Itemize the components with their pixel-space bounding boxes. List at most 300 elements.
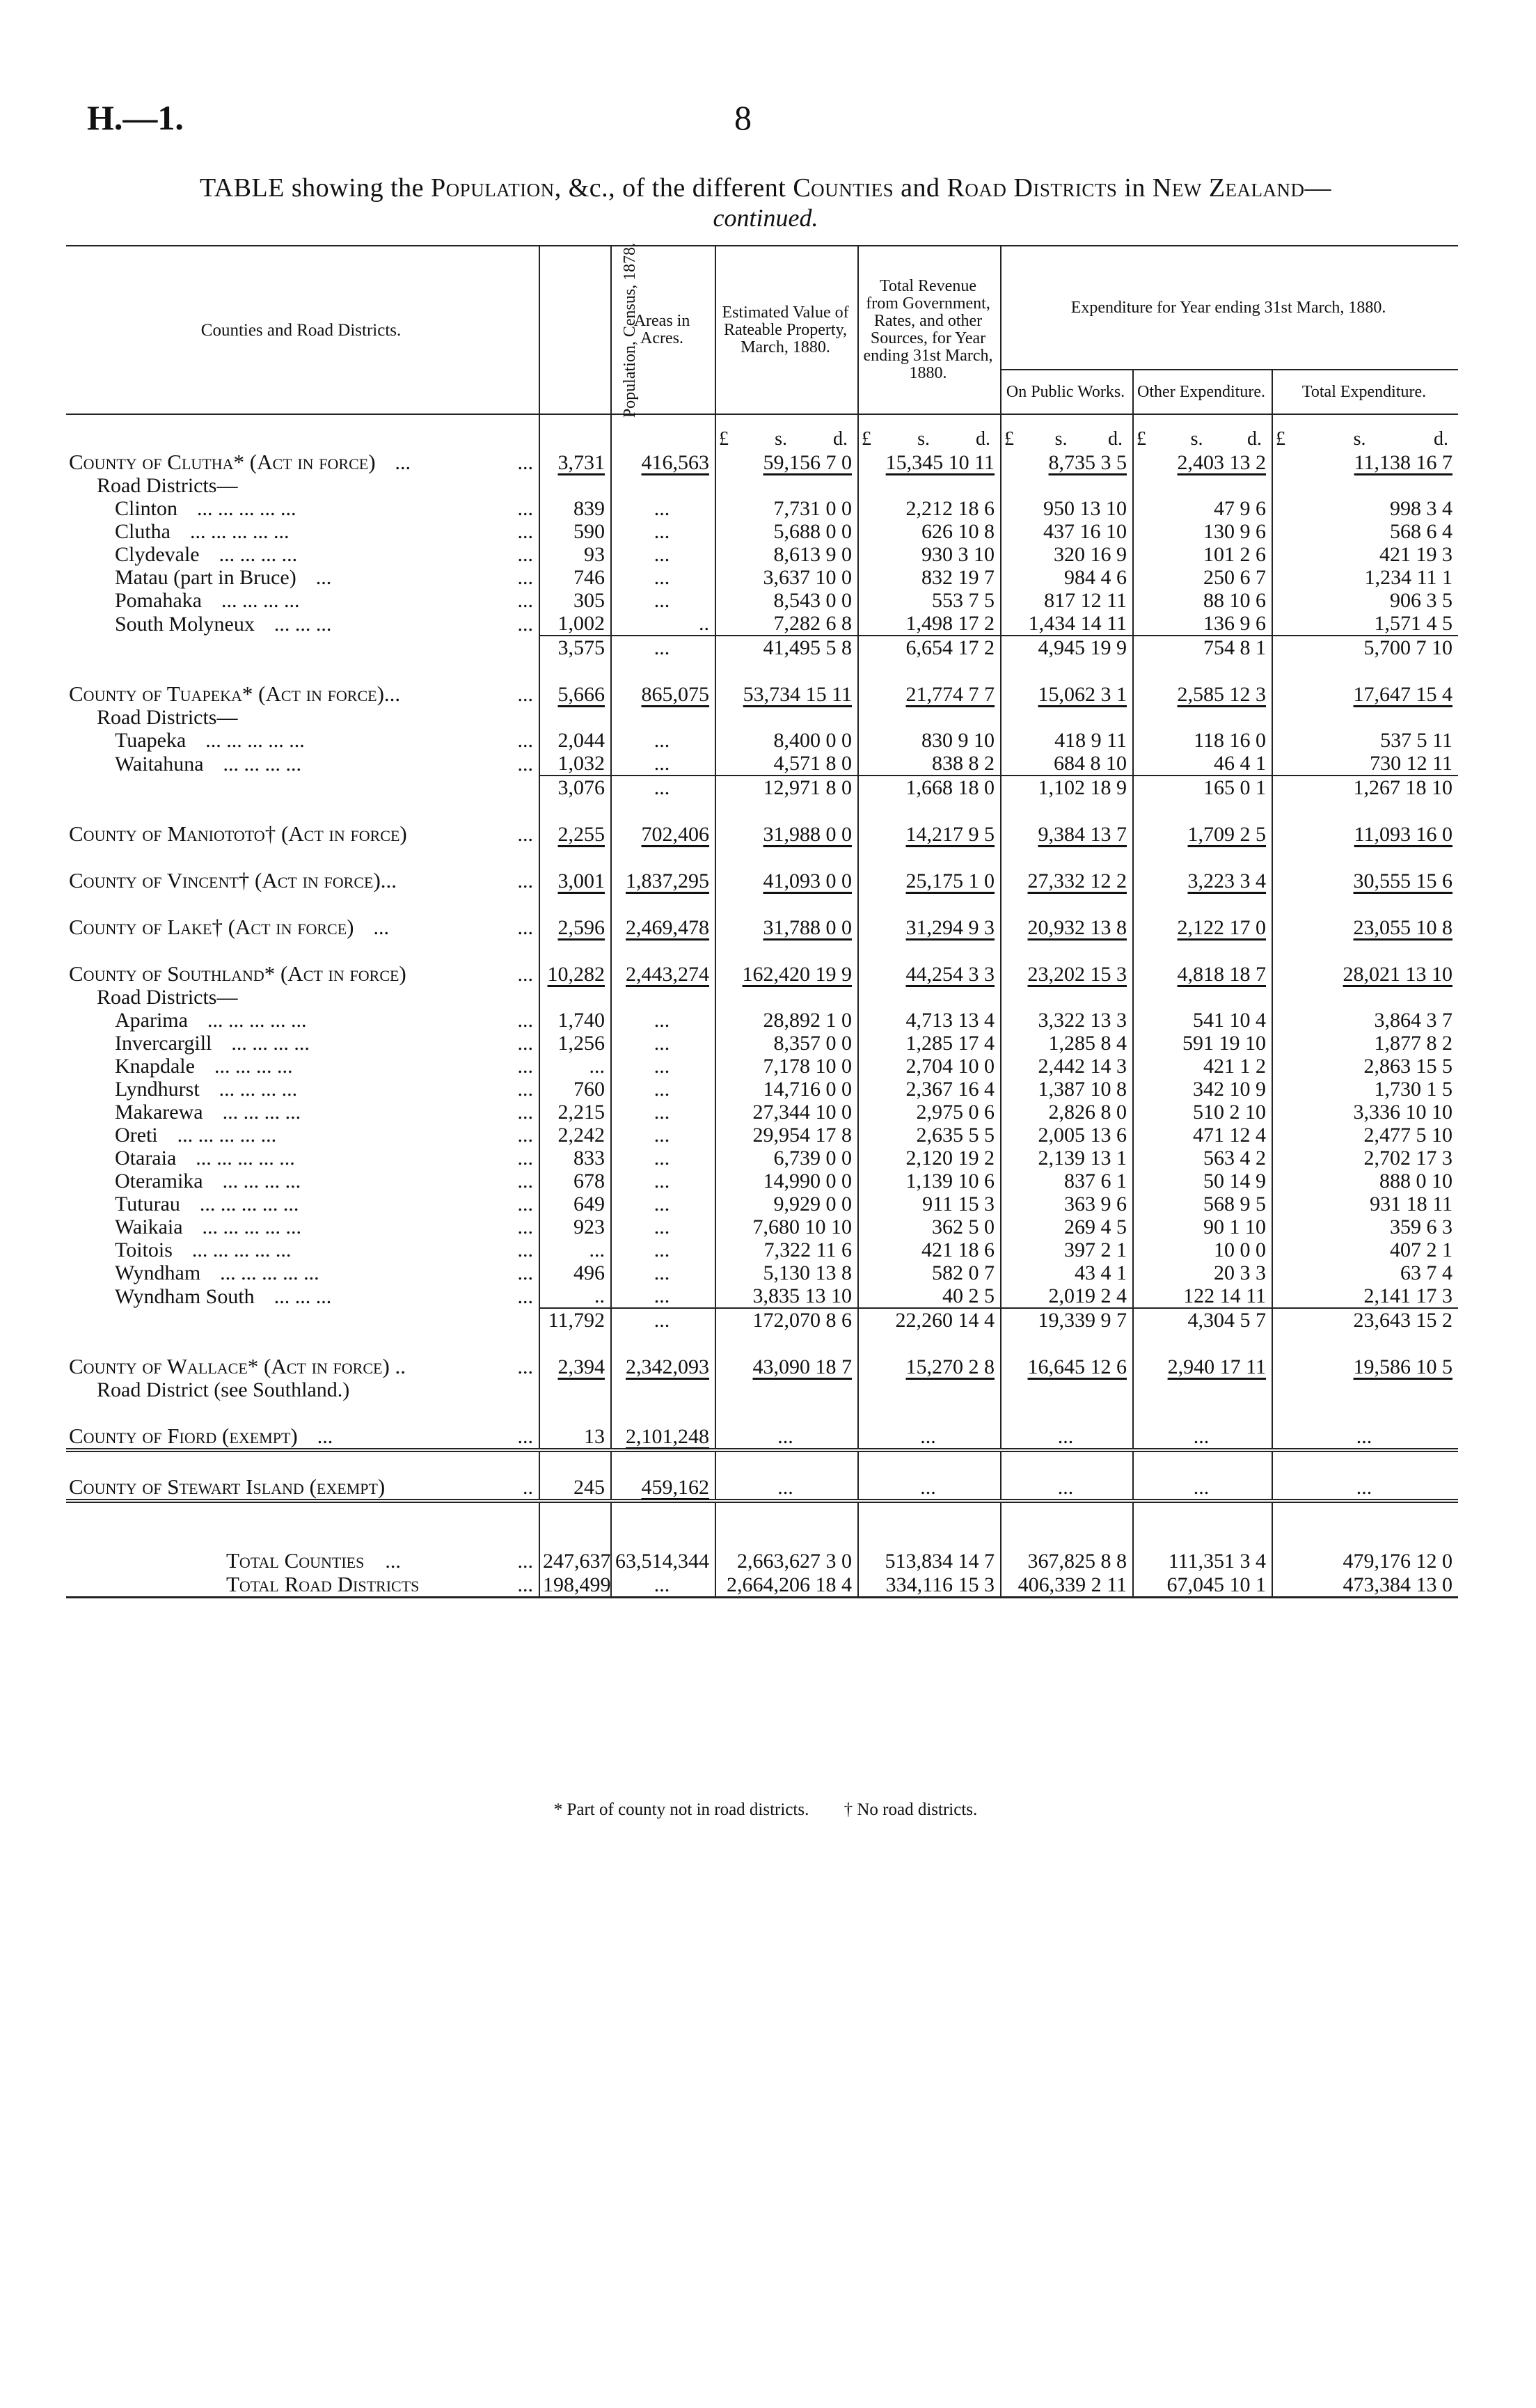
- area-cell: ...: [611, 1124, 715, 1147]
- other-expenditure-cell: 563 4 2: [1133, 1147, 1272, 1170]
- blank: [470, 474, 539, 497]
- spacer-cell: [470, 939, 539, 962]
- county-name: [66, 915, 470, 939]
- rateable-value-cell: 7,322 11 6: [715, 1238, 858, 1261]
- subtotal-row: [66, 1308, 1458, 1332]
- leader-dots: ...: [517, 1170, 534, 1193]
- road-district-row: [66, 1261, 1458, 1284]
- total-area-cell: 63,514,344: [611, 1549, 715, 1573]
- district-name: [66, 520, 470, 543]
- leader-dots: ...: [517, 683, 534, 706]
- population-cell: 13: [539, 1424, 611, 1450]
- population-cell: 245: [539, 1475, 611, 1501]
- district-name: [66, 729, 470, 752]
- leader-dots: ...: [517, 1032, 534, 1055]
- road-district-row: [66, 1124, 1458, 1147]
- area-cell: ...: [611, 1101, 715, 1124]
- other-expenditure-cell: 10 0 0: [1133, 1238, 1272, 1261]
- revenue-cell: 930 3 10: [858, 543, 1001, 566]
- area-cell: ...: [611, 1055, 715, 1078]
- area-cell: ...: [611, 1009, 715, 1032]
- spacer-cell: [715, 1401, 858, 1424]
- blank: [715, 474, 858, 497]
- blank: [1133, 1378, 1272, 1401]
- public-works-cell: 684 8 10: [1001, 752, 1133, 776]
- total-expenditure-cell: 888 0 10: [1272, 1170, 1458, 1193]
- revenue-cell: 1,285 17 4: [858, 1032, 1001, 1055]
- units-blank: [470, 427, 539, 450]
- row-name-text: Waikaia: [115, 1215, 183, 1238]
- total-expenditure-cell: ...: [1272, 1424, 1458, 1450]
- currency-unit-label: [1133, 427, 1272, 450]
- title-suffix: —: [1304, 173, 1332, 203]
- spacer-cell: [1001, 892, 1133, 915]
- spacer-cell: [1001, 1450, 1133, 1475]
- leader-dots: ... ... ... ...: [221, 589, 300, 612]
- leader-dots: ..: [470, 1475, 539, 1501]
- leader-dots: ... ... ... ... ...: [220, 1261, 319, 1284]
- row-name-text: South Molyneux: [115, 613, 255, 636]
- road-district-row: [66, 1009, 1458, 1032]
- population-cell: 1,002: [539, 612, 611, 636]
- revenue-cell: 553 7 5: [858, 589, 1001, 612]
- row-spacer: [66, 1501, 1458, 1526]
- population-cell: ..: [539, 1284, 611, 1308]
- rateable-value-cell: 4,571 8 0: [715, 752, 858, 776]
- other-expenditure-cell: 47 9 6: [1133, 497, 1272, 520]
- spacer-cell: [1133, 799, 1272, 822]
- revenue-cell: ...: [858, 1475, 1001, 1501]
- total-expenditure-cell: ...: [1272, 1475, 1458, 1501]
- header-areas: Areas in Acres.: [611, 246, 715, 414]
- other-expenditure-cell: 101 2 6: [1133, 543, 1272, 566]
- other-expenditure-cell: ...: [1133, 1424, 1272, 1450]
- row-name-text: Aparima: [115, 1009, 188, 1032]
- public-works-cell: 23,202 15 3: [1001, 962, 1133, 986]
- spacer-cell: [470, 1332, 539, 1355]
- area-cell: ...: [611, 1261, 715, 1284]
- spacer-cell: [539, 1501, 611, 1526]
- public-works-cell: 418 9 11: [1001, 729, 1133, 752]
- county-row: [66, 822, 1458, 846]
- revenue-cell: 626 10 8: [858, 520, 1001, 543]
- population-cell: 2,215: [539, 1101, 611, 1124]
- leader-dots: ...: [517, 497, 534, 520]
- total-expenditure-cell: 568 6 4: [1272, 520, 1458, 543]
- leader-dots: ...: [517, 1238, 534, 1261]
- public-works-cell: 437 16 10: [1001, 520, 1133, 543]
- public-works-cell: 2,019 2 4: [1001, 1284, 1133, 1308]
- leader-dots: ... ... ... ...: [231, 1032, 310, 1055]
- road-district-row: [66, 1101, 1458, 1124]
- unit-pound: £: [1276, 428, 1286, 450]
- rateable-value-cell: 31,988 0 0: [715, 822, 858, 846]
- area-cell: ...: [611, 543, 715, 566]
- road-district-row: [66, 520, 1458, 543]
- spacer-cell: [66, 846, 470, 869]
- spacer-cell: [66, 939, 470, 962]
- road-district-row: [66, 566, 1458, 589]
- public-works-cell: 1,434 14 11: [1001, 612, 1133, 636]
- leader-dots: ...: [315, 566, 332, 589]
- blank: [715, 986, 858, 1009]
- area-cell: 2,443,274: [611, 962, 715, 986]
- spacer-cell: [611, 1401, 715, 1424]
- area-cell: ...: [611, 1284, 715, 1308]
- county-row: [66, 869, 1458, 892]
- revenue-cell: 2,367 16 4: [858, 1078, 1001, 1101]
- public-works-cell: ...: [1001, 1424, 1133, 1450]
- district-name: [66, 1147, 470, 1170]
- currency-unit-label: [1001, 427, 1133, 450]
- rateable-value-cell: 162,420 19 9: [715, 962, 858, 986]
- leader-dots: ...: [517, 613, 534, 636]
- revenue-cell: 2,635 5 5: [858, 1124, 1001, 1147]
- public-works-cell: 2,826 8 0: [1001, 1101, 1133, 1124]
- county-name: [66, 682, 470, 706]
- leader-dots: ...: [517, 1285, 534, 1308]
- population-cell: 93: [539, 543, 611, 566]
- total-population-cell: 198,499: [539, 1573, 611, 1598]
- other-expenditure-cell: 118 16 0: [1133, 729, 1272, 752]
- area-cell: ...: [611, 636, 715, 659]
- other-expenditure-cell: 541 10 4: [1133, 1009, 1272, 1032]
- spacer-cell: [1272, 892, 1458, 915]
- blank: [611, 474, 715, 497]
- rateable-value-cell: 43,090 18 7: [715, 1355, 858, 1378]
- district-name: [66, 1101, 470, 1124]
- header-other-expenditure: Other Expenditure.: [1133, 370, 1272, 414]
- row-name-text: Oteramika: [115, 1170, 203, 1193]
- rateable-value-cell: 14,716 0 0: [715, 1078, 858, 1101]
- population-cell: 3,575: [539, 636, 611, 659]
- row-name-text: Matau (part in Bruce): [115, 566, 296, 589]
- blank: [1133, 706, 1272, 729]
- total-area-cell: ...: [611, 1573, 715, 1598]
- leader-dots: ...: [517, 963, 534, 986]
- total-name-text: Total Counties: [226, 1548, 365, 1573]
- total-expenditure-cell: 2,702 17 3: [1272, 1147, 1458, 1170]
- spacer-cell: [470, 892, 539, 915]
- area-cell: ...: [611, 1032, 715, 1055]
- rateable-value-cell: 172,070 8 6: [715, 1308, 858, 1332]
- leader-dots: ...: [517, 543, 534, 566]
- district-name: [66, 612, 470, 636]
- county-name: [66, 962, 470, 986]
- leader-dots: ...: [517, 1078, 534, 1101]
- population-cell: 2,255: [539, 822, 611, 846]
- total-name: [66, 1549, 470, 1573]
- spacer-cell: [715, 846, 858, 869]
- road-district-row: [66, 1032, 1458, 1055]
- revenue-cell: 1,498 17 2: [858, 612, 1001, 636]
- total-other-expenditure-cell: 111,351 3 4: [1133, 1549, 1272, 1573]
- total-name: [66, 1573, 470, 1598]
- row-name-text: Otaraia: [115, 1147, 177, 1170]
- row-name-text: Wyndham South: [115, 1285, 255, 1308]
- footnote-dagger: † No road districts.: [844, 1800, 978, 1819]
- area-cell: ...: [611, 589, 715, 612]
- spacer-cell: [715, 892, 858, 915]
- blank: [1272, 1378, 1458, 1401]
- total-expenditure-cell: 537 5 11: [1272, 729, 1458, 752]
- rateable-value-cell: 8,400 0 0: [715, 729, 858, 752]
- road-district-row: [66, 1215, 1458, 1238]
- area-cell: ...: [611, 1308, 715, 1332]
- area-cell: 459,162: [611, 1475, 715, 1501]
- leader-dots: ...: [517, 1261, 534, 1284]
- total-expenditure-cell: 1,267 18 10: [1272, 776, 1458, 799]
- total-total-expenditure-cell: 479,176 12 0: [1272, 1549, 1458, 1573]
- row-name-text: County of Lake† (Act in force): [69, 915, 354, 939]
- leader-dots: ... ... ... ... ...: [197, 497, 296, 520]
- blank: [470, 986, 539, 1009]
- area-cell: 2,469,478: [611, 915, 715, 939]
- spacer-cell: [1133, 1526, 1272, 1549]
- unit-s: s.: [775, 428, 787, 450]
- rateable-value-cell: 59,156 7 0: [715, 450, 858, 474]
- county-name: [66, 450, 470, 474]
- public-works-cell: 984 4 6: [1001, 566, 1133, 589]
- title-word-new-zealand: New Zealand: [1152, 173, 1305, 203]
- blank: [470, 776, 539, 799]
- leader-dots: ... ... ... ...: [219, 1078, 298, 1101]
- spacer-cell: [470, 1450, 539, 1475]
- rateable-value-cell: 31,788 0 0: [715, 915, 858, 939]
- units-blank: [66, 427, 470, 450]
- blank: [1272, 474, 1458, 497]
- leader-dots: ... ... ... ...: [222, 1170, 301, 1193]
- spacer-cell: [858, 846, 1001, 869]
- currency-unit-label: [1272, 427, 1458, 450]
- spacer-cell: [1001, 939, 1133, 962]
- spacer-cell: [611, 1526, 715, 1549]
- unit-pound: £: [719, 428, 729, 450]
- header-rateable: Estimated Value of Rateable Property, March, 1880.: [715, 246, 858, 414]
- public-works-cell: 2,005 13 6: [1001, 1124, 1133, 1147]
- document-reference: H.—1.: [87, 98, 184, 137]
- leader-dots: ...: [517, 1009, 534, 1032]
- leader-dots: ... ... ... ...: [222, 1101, 301, 1124]
- population-cell: 678: [539, 1170, 611, 1193]
- units-blank: [611, 427, 715, 450]
- rateable-value-cell: 29,954 17 8: [715, 1124, 858, 1147]
- blank: [470, 636, 539, 659]
- title-mid1: , &c., of the different: [554, 173, 786, 203]
- leader-dots: ... ... ... ... ...: [207, 1009, 307, 1032]
- area-cell: 1,837,295: [611, 869, 715, 892]
- county-row: [66, 682, 1458, 706]
- row-spacer: [66, 799, 1458, 822]
- population-cell: 3,001: [539, 869, 611, 892]
- header-public-works: On Public Works.: [1001, 370, 1133, 414]
- total-expenditure-cell: 730 12 11: [1272, 752, 1458, 776]
- district-name: [66, 1193, 470, 1215]
- leader-dots: ...: [517, 451, 534, 474]
- spacer-cell: [715, 1450, 858, 1475]
- spacer-cell: [539, 1526, 611, 1549]
- county-row: [66, 962, 1458, 986]
- row-name-text: Tuapeka: [115, 729, 187, 752]
- blank: [1001, 986, 1133, 1009]
- section-label: Road District (see Southland.): [97, 1378, 350, 1401]
- county-name: [66, 869, 470, 892]
- title-word-counties: Counties: [793, 173, 894, 203]
- blank: [1272, 706, 1458, 729]
- leader-dots: ...: [517, 566, 534, 589]
- revenue-cell: 2,975 0 6: [858, 1101, 1001, 1124]
- row-name-text: Wyndham: [115, 1261, 201, 1284]
- other-expenditure-cell: 3,223 3 4: [1133, 869, 1272, 892]
- district-name: [66, 589, 470, 612]
- population-cell: 11,792: [539, 1308, 611, 1332]
- revenue-cell: 838 8 2: [858, 752, 1001, 776]
- unit-d: d.: [1434, 428, 1449, 450]
- total-expenditure-cell: 998 3 4: [1272, 497, 1458, 520]
- spacer-cell: [539, 846, 611, 869]
- public-works-cell: 27,332 12 2: [1001, 869, 1133, 892]
- public-works-cell: 9,384 13 7: [1001, 822, 1133, 846]
- other-expenditure-cell: 2,403 13 2: [1133, 450, 1272, 474]
- other-expenditure-cell: 130 9 6: [1133, 520, 1272, 543]
- other-expenditure-cell: 4,304 5 7: [1133, 1308, 1272, 1332]
- revenue-cell: 2,704 10 0: [858, 1055, 1001, 1078]
- table-subtitle: continued.: [713, 204, 818, 232]
- public-works-cell: 3,322 13 3: [1001, 1009, 1133, 1032]
- population-cell: 1,256: [539, 1032, 611, 1055]
- other-expenditure-cell: 591 19 10: [1133, 1032, 1272, 1055]
- district-name: [66, 1261, 470, 1284]
- total-expenditure-cell: 2,477 5 10: [1272, 1124, 1458, 1147]
- road-district-row: [66, 589, 1458, 612]
- revenue-cell: 832 19 7: [858, 566, 1001, 589]
- total-expenditure-cell: 63 7 4: [1272, 1261, 1458, 1284]
- other-expenditure-cell: 20 3 3: [1133, 1261, 1272, 1284]
- total-revenue-cell: 513,834 14 7: [858, 1549, 1001, 1573]
- title-word-population: Population: [431, 173, 555, 203]
- spacer-cell: [611, 939, 715, 962]
- district-name: [66, 543, 470, 566]
- title-prefix: TABLE showing the: [199, 173, 425, 203]
- area-cell: ...: [611, 520, 715, 543]
- public-works-cell: 363 9 6: [1001, 1193, 1133, 1215]
- public-works-cell: 950 13 10: [1001, 497, 1133, 520]
- county-row: [66, 1355, 1458, 1378]
- spacer-cell: [715, 659, 858, 682]
- population-cell: 923: [539, 1215, 611, 1238]
- rateable-value-cell: 5,130 13 8: [715, 1261, 858, 1284]
- row-name-text: County of Southland* (Act in force): [69, 961, 406, 986]
- leader-dots: ...: [517, 823, 534, 846]
- population-cell: 590: [539, 520, 611, 543]
- row-name-text: County of Tuapeka* (Act in force)...: [69, 682, 401, 706]
- unit-pound: £: [1137, 428, 1147, 450]
- district-name: [66, 1238, 470, 1261]
- row-name-text: County of Vincent† (Act in force)...: [69, 868, 397, 892]
- total-expenditure-cell: 407 2 1: [1272, 1238, 1458, 1261]
- spacer-cell: [1272, 799, 1458, 822]
- unit-d: d.: [1108, 428, 1123, 450]
- total-other-expenditure-cell: 67,045 10 1: [1133, 1573, 1272, 1598]
- leader-dots: ... ... ... ...: [219, 543, 298, 566]
- leader-dots: ...: [395, 451, 411, 474]
- spacer-cell: [715, 1501, 858, 1526]
- header-revenue: Total Revenue from Government, Rates, and other Sources, for Year ending 31st March, 1880.: [858, 246, 1001, 414]
- spacer-cell: [1001, 1401, 1133, 1424]
- spacer-cell: [470, 846, 539, 869]
- spacer-cell: [611, 1332, 715, 1355]
- blank: [1272, 986, 1458, 1009]
- total-expenditure-cell: 421 19 3: [1272, 543, 1458, 566]
- revenue-cell: 22,260 14 4: [858, 1308, 1001, 1332]
- leader-dots: ...: [517, 1055, 534, 1078]
- leader-dots: ...: [517, 1355, 534, 1378]
- other-expenditure-cell: 165 0 1: [1133, 776, 1272, 799]
- row-name-text: Lyndhurst: [115, 1078, 200, 1101]
- district-name: [66, 566, 470, 589]
- table-title: [70, 173, 1462, 203]
- total-expenditure-cell: 19,586 10 5: [1272, 1355, 1458, 1378]
- blank: [539, 706, 611, 729]
- total-expenditure-cell: 11,093 16 0: [1272, 822, 1458, 846]
- blank: [1001, 706, 1133, 729]
- grand-total-row: [66, 1549, 1458, 1573]
- spacer-cell: [66, 892, 470, 915]
- units-blank: [539, 427, 611, 450]
- revenue-cell: 421 18 6: [858, 1238, 1001, 1261]
- title-mid3: in: [1124, 173, 1146, 203]
- total-total-expenditure-cell: 473,384 13 0: [1272, 1573, 1458, 1598]
- blank: [715, 706, 858, 729]
- row-spacer: [66, 892, 1458, 915]
- revenue-cell: 44,254 3 3: [858, 962, 1001, 986]
- public-works-cell: 2,442 14 3: [1001, 1055, 1133, 1078]
- blank: [66, 776, 470, 799]
- spacer-cell: [858, 939, 1001, 962]
- row-name-text: Knapdale: [115, 1055, 195, 1078]
- public-works-cell: 19,339 9 7: [1001, 1308, 1133, 1332]
- total-expenditure-cell: 28,021 13 10: [1272, 962, 1458, 986]
- leader-dots: ... ... ... ... ...: [191, 1238, 292, 1261]
- public-works-cell: 1,285 8 4: [1001, 1032, 1133, 1055]
- district-name: [66, 1170, 470, 1193]
- blank: [611, 706, 715, 729]
- rateable-value-cell: 5,688 0 0: [715, 520, 858, 543]
- leader-dots: ... ... ... ...: [214, 1055, 293, 1078]
- other-expenditure-cell: 342 10 9: [1133, 1078, 1272, 1101]
- section-label-row: [66, 474, 1458, 497]
- other-expenditure-cell: 122 14 11: [1133, 1284, 1272, 1308]
- area-cell: 2,101,248: [611, 1424, 715, 1450]
- revenue-cell: 1,139 10 6: [858, 1170, 1001, 1193]
- row-name-text: Oreti: [115, 1124, 158, 1147]
- rateable-value-cell: 53,734 15 11: [715, 682, 858, 706]
- row-name-text: County of Wallace* (Act in force) ..: [69, 1354, 406, 1378]
- section-label-row: [66, 1378, 1458, 1401]
- spacer-cell: [470, 1401, 539, 1424]
- spacer-cell: [1272, 939, 1458, 962]
- rateable-value-cell: 14,990 0 0: [715, 1170, 858, 1193]
- row-name-text: Waitahuna: [115, 753, 204, 776]
- total-expenditure-cell: 1,571 4 5: [1272, 612, 1458, 636]
- spacer-cell: [611, 1501, 715, 1526]
- unit-d: d.: [1247, 428, 1262, 450]
- revenue-cell: 582 0 7: [858, 1261, 1001, 1284]
- blank: [470, 706, 539, 729]
- title-mid2: and: [901, 173, 940, 203]
- spacer-cell: [470, 799, 539, 822]
- row-name-text: County of Clutha* (Act in force): [69, 450, 376, 474]
